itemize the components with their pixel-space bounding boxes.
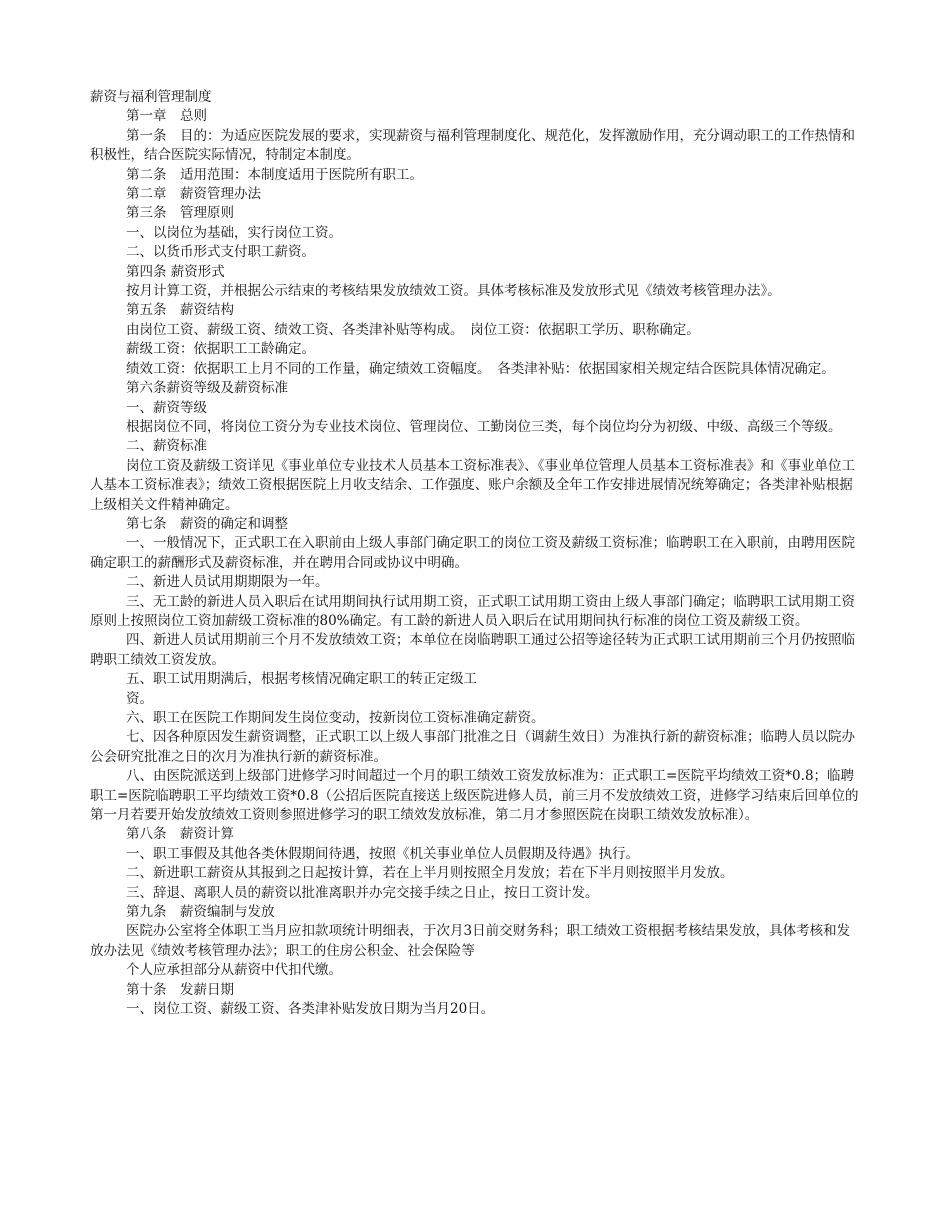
document-paragraph: 四、新进人员试用期前三个月不发放绩效工资；本单位在岗临聘职工通过公招等途径转为正式职工试用期前三个月仍按照临聘职工绩效工资发放。	[90, 632, 855, 668]
document-paragraph: 第二条 适用范围：本制度适用于医院所有职工。	[126, 166, 423, 183]
document-paragraph: 一、以岗位为基础，实行岗位工资。	[126, 224, 342, 241]
document-paragraph: 三、无工龄的新进人员入职后在试用期间执行试用期工资，正式职工试用期工资由上级人事部门确定；临聘职工试用期工资原则上按照岗位工资加薪级工资标准的80%确定。有工龄的新进人员入职后在试用期间执行标准的岗位工资及薪级工资。	[90, 593, 855, 629]
document-paragraph: 第十条 发薪日期	[126, 981, 234, 998]
document-paragraph: 五、职工试用期满后，根据考核情况确定职工的转正定级工	[126, 671, 477, 688]
document-paragraph: 第一章 总则	[126, 108, 207, 125]
document-title: 薪资与福利管理制度	[90, 89, 212, 105]
document-paragraph: 第二章 薪资管理办法	[126, 186, 261, 203]
document-paragraph: 第三条 管理原则	[126, 205, 234, 222]
document-paragraph: 薪级工资：依据职工工龄确定。	[126, 341, 315, 358]
document-paragraph: 八、由医院派送到上级部门进修学习时间超过一个月的职工绩效工资发放标准为：正式职工=医院平均绩效工资*0.8；临聘职工=医院临聘职工平均绩效工资*0.8（公招后医院直接送上级医院进修人员，前三月不发放绩效工资，进修学习结束后回单位的第一月若要开始发放绩效工资则参照进修学习的职工绩效发放标准，第二月才参照医院在岗职工绩效发放标准）。	[90, 768, 859, 824]
document-paragraph: 二、新进人员试用期期限为一年。	[126, 574, 329, 591]
document-paragraph: 按月计算工资，并根据公示结束的考核结果发放绩效工资。具体考核标准及发放形式见《绩效考核管理办法》。	[126, 283, 781, 300]
document-paragraph: 资。	[126, 690, 153, 707]
document-paragraph: 第七条 薪资的确定和调整	[126, 515, 288, 532]
document-paragraph: 岗位工资及薪级工资详见《事业单位专业技术人员基本工资标准表》、《事业单位管理人员基本工资标准表》和《事业单位工人基本工资标准表》；绩效工资根据医院上月收支结余、工作强度、账户余额及全年工作安排进展情况统筹确定；各类津补贴根据上级相关文件精神确定。	[90, 457, 855, 513]
document-paragraph: 绩效工资：依据职工上月不同的工作量，确定绩效工资幅度。 各类津补贴：依据国家相关规定结合医院具体情况确定。	[126, 360, 835, 377]
document-paragraph: 第六条薪资等级及薪资标准	[126, 380, 288, 397]
document-paragraph: 医院办公室将全体职工当月应扣款项统计明细表，于次月3日前交财务科；职工绩效工资根据考核结果发放，具体考核和发放办法见《绩效考核管理办法》；职工的住房公积金、社会保险等	[90, 923, 851, 959]
document-page	[90, 88, 860, 1020]
document-paragraph: 第八条 薪资计算	[126, 826, 234, 843]
document-paragraph: 三、辞退、离职人员的薪资以批准离职并办完交接手续之日止，按日工资计发。	[126, 884, 599, 901]
document-paragraph: 由岗位工资、薪级工资、绩效工资、各类津补贴等构成。 岗位工资：依据职工学历、职称确定。	[126, 321, 700, 338]
document-paragraph: 一、岗位工资、薪级工资、各类津补贴发放日期为当月20日。	[126, 1001, 495, 1018]
document-paragraph: 七、因各种原因发生薪资调整，正式职工以上级人事部门批准之日（调薪生效日）为准执行新的薪资标准；临聘人员以院办公会研究批准之日的次月为准执行新的薪资标准。	[90, 729, 855, 765]
document-paragraph: 第五条 薪资结构	[126, 302, 234, 319]
document-paragraph: 一、职工事假及其他各类休假期间待遇，按照《机关事业单位人员假期及待遇》执行。	[126, 845, 639, 862]
document-paragraph: 个人应承担部分从薪资中代扣代缴。	[126, 962, 342, 979]
document-paragraph: 二、以货币形式支付职工薪资。	[126, 244, 315, 261]
document-paragraph: 第四条 薪资形式	[126, 263, 225, 280]
document-paragraph: 第一条 目的：为适应医院发展的要求，实现薪资与福利管理制度化、规范化，发挥激励作用，充分调动职工的工作热情和积极性，结合医院实际情况，特制定本制度。	[90, 127, 855, 164]
document-paragraph: 二、新进职工薪资从其报到之日起按计算，若在上半月则按照全月发放；若在下半月则按照半月发放。	[126, 865, 734, 882]
document-paragraph: 二、薪资标准	[126, 438, 207, 455]
document-paragraph: 一、薪资等级	[126, 399, 207, 416]
document-paragraph: 一、一般情况下，正式职工在入职前由上级人事部门确定职工的岗位工资及薪级工资标准；临聘职工在入职前，由聘用医院确定职工的薪酬形式及薪资标准，并在聘用合同或协议中明确。	[90, 535, 855, 571]
document-paragraph: 六、职工在医院工作期间发生岗位变动，按新岗位工资标准确定薪资。	[126, 710, 545, 726]
document-paragraph: 第九条 薪资编制与发放	[126, 904, 275, 921]
document-paragraph: 根据岗位不同，将岗位工资分为专业技术岗位、管理岗位、工勤岗位三类，每个岗位均分为初级、中级、高级三个等级。	[126, 418, 842, 435]
